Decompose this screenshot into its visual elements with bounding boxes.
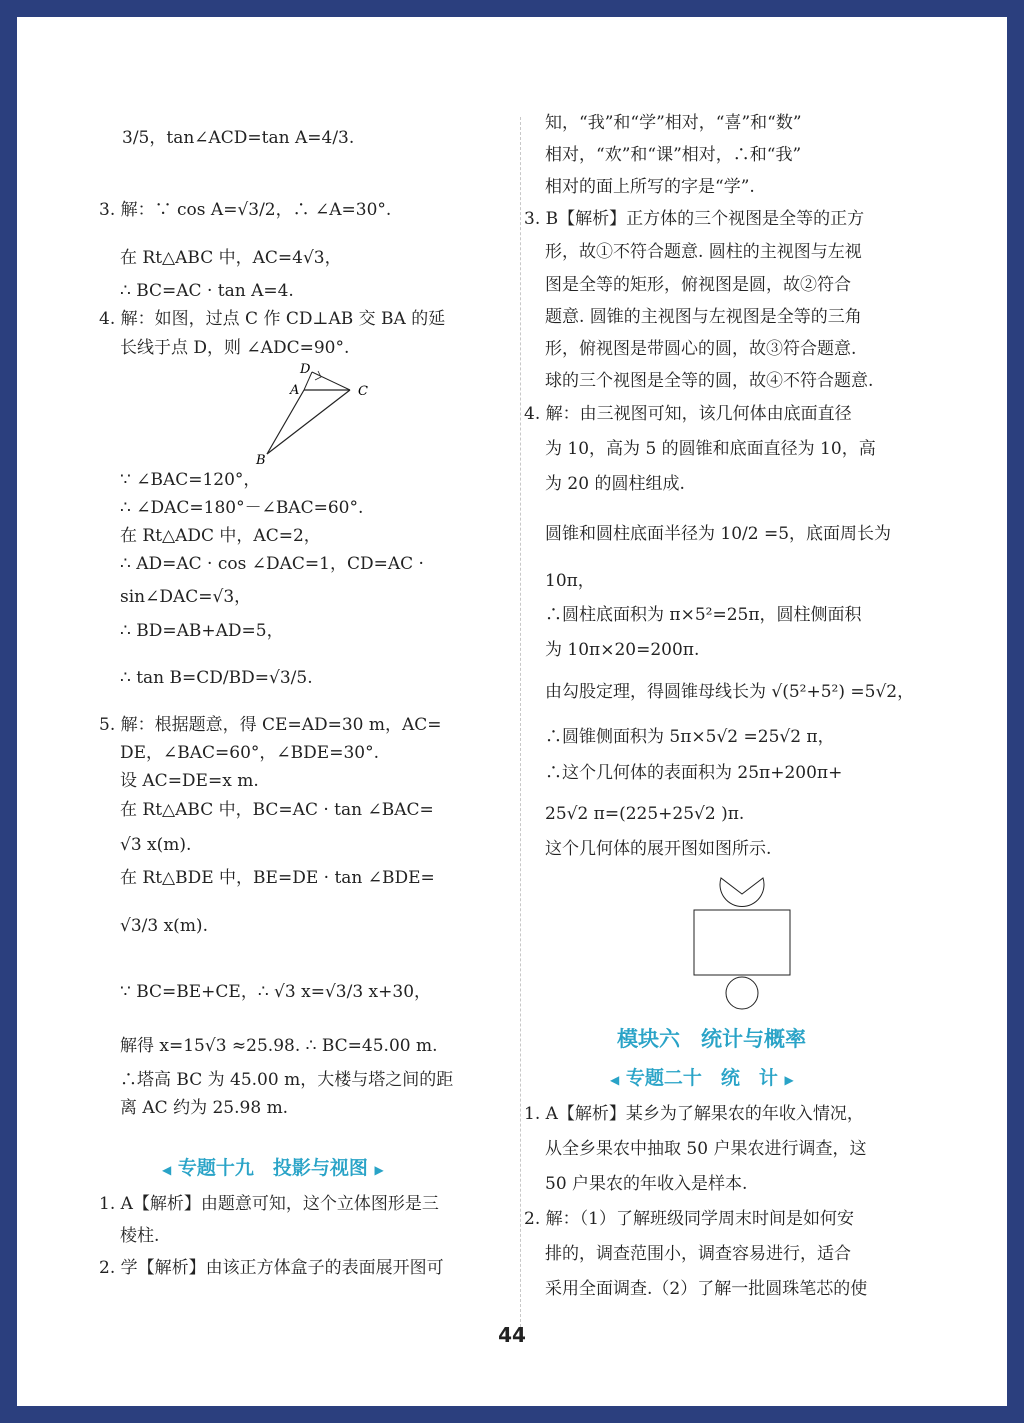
text-line: DE，∠BAC=60°，∠BDE=30°. <box>120 743 379 763</box>
section-heading <box>162 1153 384 1180</box>
text-line: 1. A【解析】由题意可知，这个立体图形是三 <box>99 1194 439 1214</box>
text-line: √3/3 x(m). <box>120 916 208 936</box>
text-line: ∴圆柱底面积为 π×5²=25π，圆柱侧面积 <box>545 605 862 625</box>
text-line: 采用全面调查.（2）了解一批圆珠笔芯的使 <box>545 1279 868 1299</box>
text-line: 25√2 π=(225+25√2 )π. <box>545 804 745 824</box>
module-title: 模块六 统计与概率 <box>617 1027 806 1051</box>
figure-label-a: A <box>290 383 300 398</box>
text-line: ∴ tan B=CD/BD=√3/5. <box>120 668 313 688</box>
column-divider <box>520 117 521 1327</box>
text-line: 知，“我”和“学”相对，“喜”和“数” <box>545 113 802 133</box>
text-line: 相对的面上所写的字是“学”. <box>545 177 755 197</box>
text-line: ∵ ∠BAC=120°， <box>120 470 261 490</box>
text-line: 5. 解：根据题意，得 CE=AD=30 m，AC= <box>99 715 442 735</box>
text-line: 解得 x=15√3 ≈25.98. ∴ BC=45.00 m. <box>120 1036 438 1056</box>
text-line: 在 Rt△BDE 中，BE=DE · tan ∠BDE= <box>120 868 435 888</box>
text-line: 形，故①不符合题意. 圆柱的主视图与左视 <box>545 242 862 262</box>
text-line: 4. 解：由三视图可知，该几何体由底面直径 <box>524 404 852 424</box>
text-line: 设 AC=DE=x m. <box>120 771 259 791</box>
text-line: 这个几何体的展开图如图所示. <box>545 839 772 859</box>
text-line: ∴这个几何体的表面积为 25π+200π+ <box>545 763 843 783</box>
text-line: 4. 解：如图，过点 C 作 CD⊥AB 交 BA 的延 <box>99 309 446 329</box>
text-line: ∴ BD=AB+AD=5， <box>120 621 284 641</box>
text-line: 离 AC 约为 25.98 m. <box>120 1098 289 1118</box>
text-line: 由勾股定理，得圆锥母线长为 √(5²+5²) =5√2， <box>545 682 915 702</box>
figure-label-d: D <box>300 362 311 377</box>
page-number: 44 <box>498 1323 526 1347</box>
text-line: 长线于点 D，则 ∠ADC=90°. <box>120 338 350 358</box>
text-line: 棱柱. <box>120 1226 160 1246</box>
text-line: 2. 学【解析】由该正方体盒子的表面展开图可 <box>99 1258 444 1278</box>
text-line: 50 户果农的年收入是样本. <box>545 1174 748 1194</box>
text-line: 为 20 的圆柱组成. <box>545 474 685 494</box>
text-line: 形，俯视图是带圆心的圆，故③符合题意. <box>545 339 857 359</box>
text-line: 在 Rt△ADC 中，AC=2， <box>120 526 321 546</box>
triangle-right-icon: ▶ <box>784 1073 794 1087</box>
text-line: ∴ ∠DAC=180°－∠BAC=60°. <box>120 498 364 518</box>
document-page <box>17 17 1007 1406</box>
section-title: 专题十九 投影与视图 <box>177 1157 368 1179</box>
triangle-right-icon: ▶ <box>374 1163 384 1177</box>
text-line: 为 10π×20=200π. <box>545 640 700 660</box>
text-line: ∵ BC=BE+CE，∴ √3 x=√3/3 x+30， <box>120 982 432 1002</box>
text-line: 球的三个视图是全等的圆，故④不符合题意. <box>545 371 874 391</box>
text-line: sin∠DAC=√3， <box>120 587 252 607</box>
triangle-left-icon: ◀ <box>162 1163 172 1177</box>
text-line: 题意. 圆锥的主视图与左视图是全等的三角 <box>545 307 862 327</box>
text-line: √3 x(m). <box>120 835 192 855</box>
net-figure <box>687 872 807 1012</box>
triangle-left-icon: ◀ <box>610 1073 620 1087</box>
triangle-figure <box>242 362 382 467</box>
text-line: 从全乡果农中抽取 50 户果农进行调查，这 <box>545 1139 867 1159</box>
figure-label-b: B <box>256 453 266 467</box>
text-line: 2. 解：（1）了解班级同学周末时间是如何安 <box>524 1209 854 1229</box>
text-line: ∴圆锥侧面积为 5π×5√2 =25√2 π， <box>545 727 835 747</box>
text-line: 圆锥和圆柱底面半径为 10/2 =5，底面周长为 <box>545 524 892 544</box>
text-line: 相对，“欢”和“课”相对，∴和“我” <box>545 145 802 165</box>
text-line: 3. 解：∵ cos A=√3/2，∴ ∠A=30°. <box>99 200 392 220</box>
text-line: 10π， <box>545 571 595 591</box>
section-title: 专题二十 统 计 <box>625 1067 778 1089</box>
text-line: ∴塔高 BC 为 45.00 m，大楼与塔之间的距 <box>120 1070 454 1090</box>
text-line: ∴ BC=AC · tan A=4. <box>120 281 294 301</box>
section-heading <box>610 1063 794 1090</box>
text-line: 图是全等的矩形，俯视图是圆，故②符合 <box>545 275 851 295</box>
text-line: 在 Rt△ABC 中，AC=4√3， <box>120 248 342 268</box>
text-line: 1. A【解析】某乡为了解果农的年收入情况， <box>524 1104 864 1124</box>
text-line: 为 10，高为 5 的圆锥和底面直径为 10，高 <box>545 439 876 459</box>
text-line: 在 Rt△ABC 中，BC=AC · tan ∠BAC= <box>120 800 434 820</box>
text-line: 排的，调查范围小，调查容易进行，适合 <box>545 1244 851 1264</box>
text-line: ∴ AD=AC · cos ∠DAC=1，CD=AC · <box>120 554 424 574</box>
figure-label-c: C <box>358 384 368 399</box>
text-line: 3/5，tan∠ACD=tan A=4/3. <box>122 128 355 148</box>
text-line: 3. B【解析】正方体的三个视图是全等的正方 <box>524 209 865 229</box>
